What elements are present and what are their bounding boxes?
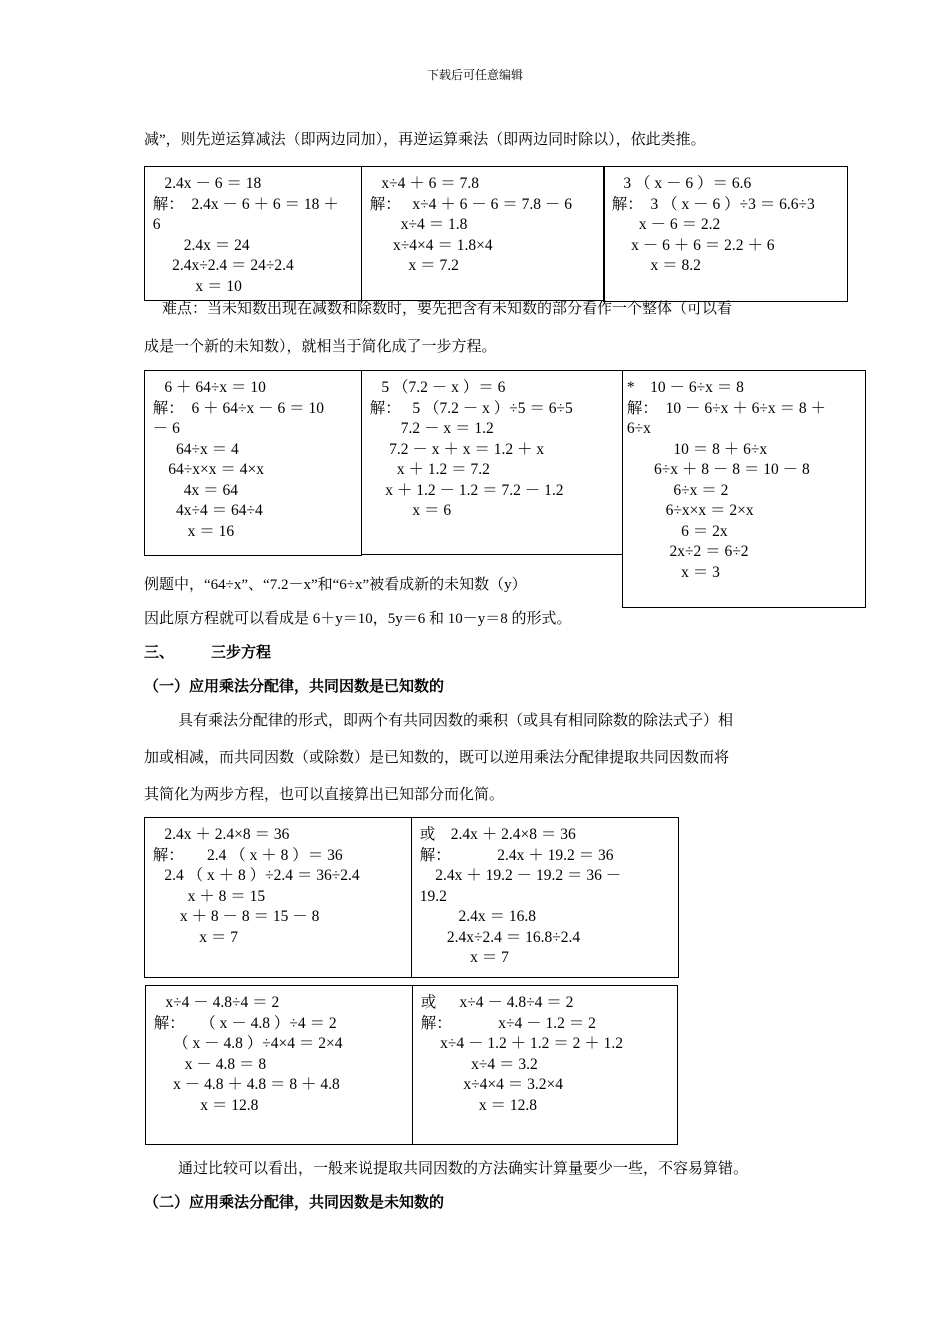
equation-line: 2.4x － 6 ＝ 18 bbox=[145, 175, 262, 192]
equation-line: x ＋ 1.2 ＝ 7.2 bbox=[362, 461, 490, 478]
equation-line: 64÷x ＝ 4 bbox=[145, 440, 239, 458]
equation-line: x÷4 ＋ 6 ＝ 7.8 bbox=[362, 175, 480, 192]
equation-line: x ＝ 7 bbox=[412, 949, 509, 966]
equation-line: 5 （7.2 － x ）＝ 6 bbox=[362, 379, 506, 396]
equation-line: 7.2 － x ＋ x ＝ 1.2 ＋ x bbox=[362, 440, 545, 458]
equation-line: 6÷x bbox=[623, 420, 651, 437]
equation-line: （ x － 4.8 ）÷4×4 ＝ 2×4 bbox=[146, 1035, 343, 1052]
equation-line: － 6 bbox=[145, 420, 180, 437]
equation-line: x ＋ 1.2 － 1.2 ＝ 7.2 － 1.2 bbox=[362, 481, 564, 499]
equation-box-1 bbox=[144, 166, 362, 301]
equation-line: 解： 2.4x ＋ 19.2 ＝ 36 bbox=[412, 846, 614, 864]
equation-box-3 bbox=[603, 166, 848, 302]
equation-line: x ＝ 8.2 bbox=[604, 257, 701, 274]
body-paragraph-line1: 具有乘法分配律的形式，即两个有共同因数的乘积（或具有相同除数的除法式子）相 bbox=[178, 713, 734, 729]
equation-line: 2.4x÷2.4 ＝ 24÷2.4 bbox=[145, 257, 294, 274]
equation-line: 或 x÷4 － 4.8÷4 ＝ 2 bbox=[413, 994, 574, 1011]
difficulty-paragraph-line1: 难点：当未知数出现在减数和除数时，要先把含有未知数的部分看作一个整体（可以看 bbox=[162, 301, 733, 317]
equation-line: x ＝ 7 bbox=[145, 928, 239, 946]
equation-line: x ＝ 12.8 bbox=[146, 1096, 259, 1114]
equation-line: 19.2 bbox=[412, 887, 447, 905]
equation-line: x ＝ 10 bbox=[145, 277, 242, 295]
equation-box-10 bbox=[412, 985, 678, 1145]
equation-line: 解： 10 － 6÷x ＋ 6÷x ＝ 8 ＋ bbox=[623, 399, 827, 417]
equation-line: 解： 2.4x － 6 ＋ 6 ＝ 18 ＋ bbox=[145, 195, 339, 213]
equation-box-5 bbox=[361, 370, 623, 555]
equation-line: x÷4 ＝ 1.8 bbox=[362, 216, 468, 233]
equation-box-7 bbox=[144, 817, 412, 978]
equation-line: 4x ＝ 64 bbox=[145, 481, 239, 499]
equation-line: 6÷x ＝ 2 bbox=[623, 481, 729, 499]
equation-box-2 bbox=[361, 166, 605, 301]
equation-line: 解： （ x － 4.8 ）÷4 ＝ 2 bbox=[146, 1014, 337, 1032]
subsection-heading-2: （二）应用乘法分配律，共同因数是未知数的 bbox=[144, 1195, 445, 1211]
equation-line: x ＋ 8 － 8 ＝ 15 － 8 bbox=[145, 908, 320, 925]
equation-line: 解： 6 ＋ 64÷x － 6 ＝ 10 bbox=[145, 399, 325, 417]
body-paragraph-line3: 其简化为两步方程，也可以直接算出已知部分而化简。 bbox=[144, 787, 505, 803]
equation-line: 4x÷4 ＝ 64÷4 bbox=[145, 502, 263, 519]
equation-line: x÷4 ＝ 3.2 bbox=[413, 1055, 538, 1073]
equation-line: 解： 3 （ x － 6 ）÷3 ＝ 6.6÷3 bbox=[604, 195, 815, 213]
equation-line: 6 bbox=[145, 216, 161, 233]
equation-line: 2.4x ＋ 2.4×8 ＝ 36 bbox=[145, 826, 290, 843]
equation-line: 2.4 （ x ＋ 8 ）÷2.4 ＝ 36÷2.4 bbox=[145, 867, 360, 884]
equation-line: 6 ＝ 2x bbox=[623, 522, 728, 540]
equation-line: x ＝ 6 bbox=[362, 502, 452, 519]
difficulty-paragraph-line2: 成是一个新的未知数），就相当于简化成了一步方程。 bbox=[144, 339, 497, 355]
equation-line: x÷4 － 4.8÷4 ＝ 2 bbox=[146, 994, 280, 1011]
equation-line: 6÷x ＋ 8 － 8 ＝ 10 － 8 bbox=[623, 461, 810, 478]
page-header: 下载后可任意编辑 bbox=[426, 68, 523, 82]
equation-box-6 bbox=[622, 370, 866, 608]
equation-line: x ＝ 7.2 bbox=[362, 257, 459, 274]
equation-line: 10 ＝ 8 ＋ 6÷x bbox=[623, 440, 768, 458]
equation-line: x ＋ 8 ＝ 15 bbox=[145, 887, 266, 905]
equation-line: 3 （ x － 6 ）＝ 6.6 bbox=[604, 175, 752, 192]
equation-line: x － 4.8 ＋ 4.8 ＝ 8 ＋ 4.8 bbox=[146, 1076, 340, 1093]
equation-line: 2.4x ＝ 24 bbox=[145, 236, 250, 254]
equation-line: x÷4×4 ＝ 3.2×4 bbox=[413, 1076, 563, 1093]
equation-line: x － 4.8 ＝ 8 bbox=[146, 1055, 267, 1073]
intro-paragraph: 减”，则先逆运算减法（即两边同加），再逆运算乘法（即两边同时除以），依此类推。 bbox=[144, 132, 706, 148]
section-number: 三、 bbox=[144, 645, 175, 661]
equation-line: 2.4x ＝ 16.8 bbox=[412, 908, 537, 925]
equation-line: 2x÷2 ＝ 6÷2 bbox=[623, 543, 749, 560]
equation-line: 或 2.4x ＋ 2.4×8 ＝ 36 bbox=[412, 826, 576, 843]
equation-line: 解： 5 （7.2 － x ）÷5 ＝ 6÷5 bbox=[362, 399, 573, 417]
equation-line: x ＝ 16 bbox=[145, 522, 235, 540]
equation-line: x － 6 ＝ 2.2 bbox=[604, 216, 721, 233]
equation-line: 6÷x×x ＝ 2×x bbox=[623, 502, 754, 519]
equation-box-4 bbox=[144, 370, 362, 556]
equation-line: * 10 － 6÷x ＝ 8 bbox=[623, 379, 744, 396]
equation-line: x － 6 ＋ 6 ＝ 2.2 ＋ 6 bbox=[604, 236, 775, 254]
equation-line: 2.4x÷2.4 ＝ 16.8÷2.4 bbox=[412, 928, 581, 946]
comparison-paragraph: 通过比较可以看出，一般来说提取共同因数的方法确实计算量要少一些，不容易算错。 bbox=[178, 1161, 749, 1177]
body-paragraph-line2: 加或相减，而共同因数（或除数）是已知数的，既可以逆用乘法分配律提取共同因数而将 bbox=[144, 750, 730, 766]
equation-line: 7.2 － x ＝ 1.2 bbox=[362, 420, 494, 437]
equation-line: 2.4x ＋ 19.2 － 19.2 ＝ 36 － bbox=[412, 867, 622, 884]
equation-line: x÷4×4 ＝ 1.8×4 bbox=[362, 236, 493, 254]
equation-line: x ＝ 3 bbox=[623, 563, 720, 581]
equation-line: 解： x÷4 ＋ 6 － 6 ＝ 7.8 － 6 bbox=[362, 195, 573, 213]
subsection-heading-1: （一）应用乘法分配律，共同因数是已知数的 bbox=[144, 679, 445, 695]
equation-line: x ＝ 12.8 bbox=[413, 1096, 538, 1114]
equation-line: 6 ＋ 64÷x ＝ 10 bbox=[145, 379, 266, 396]
equation-line: 解： 2.4 （ x ＋ 8 ）＝ 36 bbox=[145, 846, 343, 864]
example-paragraph-line2: 因此原方程就可以看成是 6＋y＝10，5y＝6 和 10－y＝8 的形式。 bbox=[144, 611, 572, 627]
equation-line: x÷4 － 1.2 ＋ 1.2 ＝ 2 ＋ 1.2 bbox=[413, 1035, 624, 1052]
equation-box-9 bbox=[145, 985, 413, 1145]
equation-box-8 bbox=[411, 817, 679, 978]
section-title: 三步方程 bbox=[211, 645, 272, 661]
example-paragraph-line1: 例题中，“64÷x”、“7.2－x”和“6÷x”被看成新的未知数（y） bbox=[144, 577, 527, 593]
equation-line: 64÷x×x ＝ 4×x bbox=[145, 461, 264, 478]
equation-line: 解： x÷4 － 1.2 ＝ 2 bbox=[413, 1014, 596, 1032]
